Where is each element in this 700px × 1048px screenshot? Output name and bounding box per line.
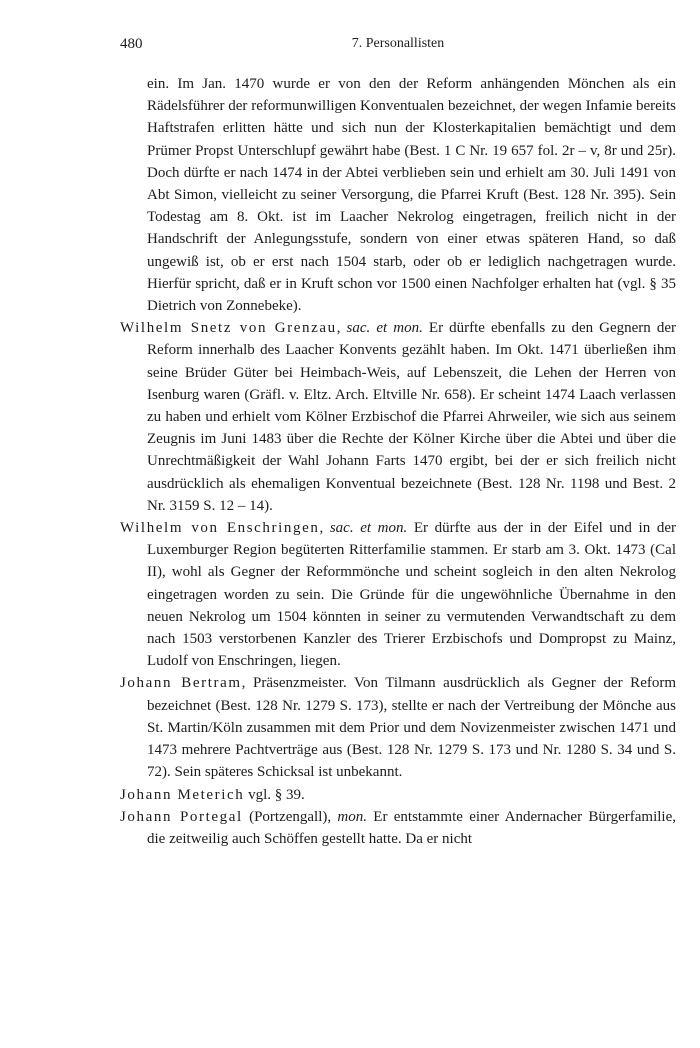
entry-text: vgl. § 39.	[244, 786, 305, 803]
entry-name: Johann Bertram	[120, 675, 242, 692]
entry-text: Er entstammte einer Andernacher Bürgerfamilie, die zeitweilig auch Schöffen gestellt hatte. Da er nicht	[147, 808, 676, 847]
page-header	[120, 36, 676, 56]
entry-johann-bertram	[120, 672, 676, 783]
entry-text: Er dürfte ebenfalls zu den Gegnern der Reform innerhalb des Laacher Konvents gezählt haben. Im Okt. 1471 überließen ihm seine Brüder Güter bei Heimbach-Weis, auf Lebenszeit, die Lehen der Herren von Isenburg waren (Gräfl. v. Eltz. Arch. Eltville Nr. 658). Er scheint 1474 Laach verlassen zu haben und erhielt vom Kölner Erzbischof die Pfarrei Ahrweiler, wie sich aus seinem Zeugnis im Juni 1483 über die Rechte der Kölner Kirche über die Abtei und über die Unrechtmäßigkeit der Wahl Johann Farts 1470 ergibt, bei der er sich freilich nicht ausdrücklich als ehemaligen Konventual bezeichnete (Best. 128 Nr. 1198 und Best. 2 Nr. 3159 S. 12 – 14).	[147, 320, 677, 514]
entry-text: , Präsenzmeister. Von Tilmann ausdrücklich als Gegner der Reform bezeichnet (Best. 128 Nr. 1279 S. 173), stellte er nach der Vertreibung der Mönche aus St. Martin/Köln zusammen mit dem Prior und dem Novizenmeister zwischen 1471 und 1473 mehrere Pachtverträge aus (Best. 128 Nr. 1279 S. 173 und Nr. 1280 S. 34 und S. 72). Sein späteres Schicksal ist unbekannt.	[147, 675, 677, 781]
entry-johann-meterich	[120, 784, 676, 806]
entry-text: ein. Im Jan. 1470 wurde er von den der Reform anhängenden Mönchen als ein Rädelsführer der reformunwilligen Konventualen bezeichnet, der wegen Infamie bereits Haftstrafen erlitten hätte und sich nun der Klosterkapitalien bemächtigt und dem Prümer Propst Unterschlupf gewährt habe (Best. 1 C Nr. 19 657 fol. 2r – v, 8r und 25r). Doch dürfte er nach 1474 in der Abtei verblieben sein und erhielt am 30. Juli 1491 von Abt Simon, vielleicht zu seiner Versorgung, die Pfarrei Kruft (Best. 128 Nr. 395). Sein Todestag am 8. Okt. ist im Laacher Nekrolog eingetragen, freilich nicht in der Handschrift der Anlegungsstufe, sondern von einer etwas späteren Hand, so daß ungewiß ist, ob er erst nach 1504 starb, oder ob er lediglich nachgetragen wurde. Hierfür spricht, daß er in Kruft schon vor 1500 einen Nachfolger erhalten hat (vgl. § 35 Dietrich von Zonnebeke).	[147, 76, 676, 315]
entry-wilhelm-enschringen	[120, 517, 676, 672]
entry-text: Er dürfte aus der in der Eifel und in der Luxemburger Region begüterten Ritterfamilie stammen. Er starb am 3. Okt. 1473 (Cal II), wohl als Gegner der Reformmönche und scheint sogleich in den alten Nekrolog eingetragen worden zu sein. Die Gründe für die ungewöhnliche Übernahme in den neuen Nekrolog um 1504 könnten in seiner zu vermutenden Verwandtschaft zu dem nach 1503 verstorbenen Kanzler des Trierer Erzbischofs und Dompropst zu Mainz, Ludolf von Enschringen, liegen.	[147, 520, 676, 670]
running-head: 7. Personallisten	[351, 36, 445, 51]
entry-separator: (Portzengall),	[242, 808, 338, 825]
entry-name: Johann Meterich	[120, 786, 245, 803]
entry-status: sac. et mon.	[329, 520, 408, 537]
entry-separator: ,	[319, 520, 330, 537]
entry-status: sac. et mon.	[346, 320, 423, 337]
entry-wilhelm-snetz	[120, 317, 676, 517]
entry-separator: ,	[336, 320, 347, 337]
entry-name: Johann Portegal	[120, 808, 243, 825]
entry-continuation	[120, 73, 676, 317]
page-number: 480	[120, 36, 143, 52]
entry-status: mon.	[337, 808, 368, 825]
entry-name: Wilhelm Snetz von Grenzau	[120, 320, 337, 337]
entry-name: Wilhelm von Enschringen	[120, 520, 320, 537]
entry-johann-portegal	[120, 806, 676, 850]
body-text	[120, 73, 676, 850]
